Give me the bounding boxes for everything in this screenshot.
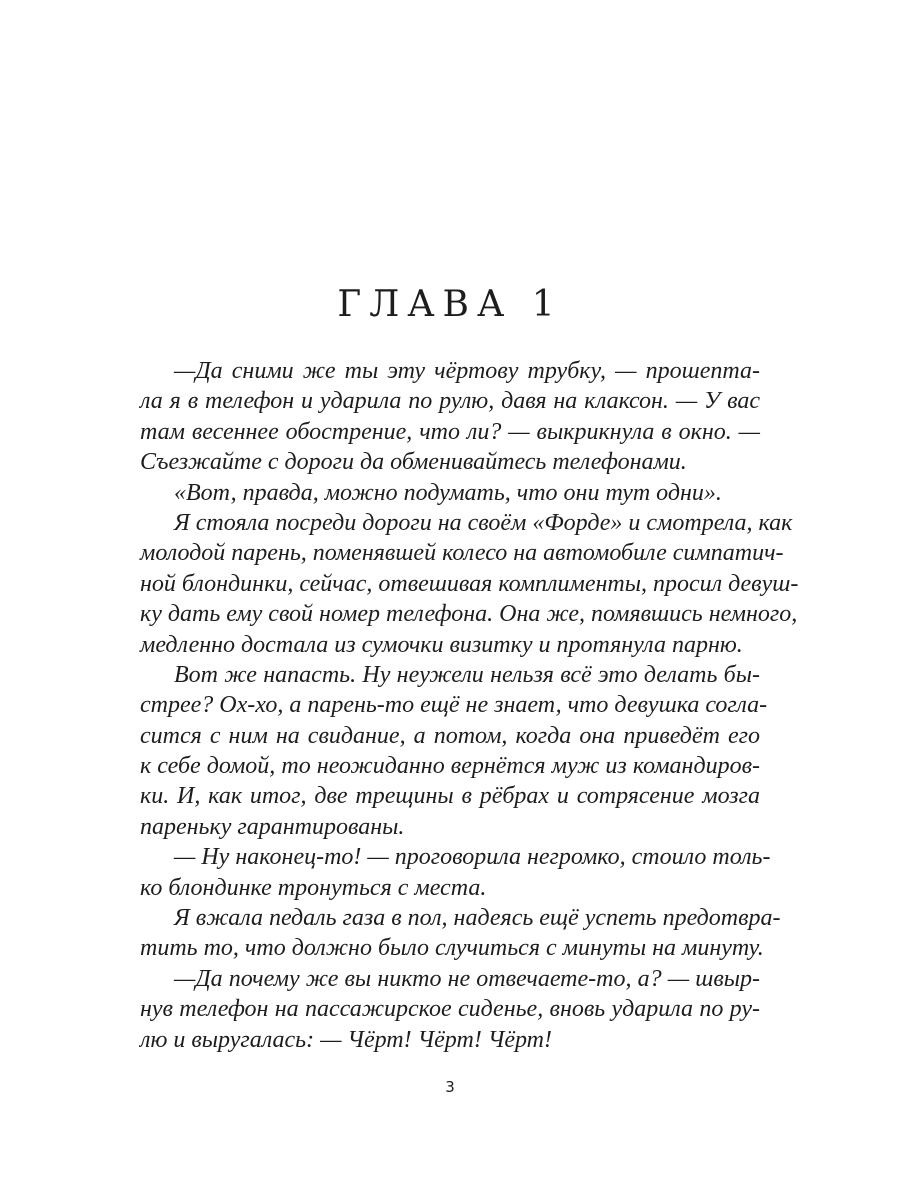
text-line: лю и выругалась: — Чёрт! Чёрт! Чёрт! — [140, 1026, 553, 1053]
text-line: «Вот, правда, можно подумать, что они тут одни». — [174, 479, 722, 506]
text-line: там весеннее обострение, что ли? — выкрикнула в окно. — — [140, 418, 760, 445]
text-line: —Да почему же вы никто не отвечаете-то, а? — швыр- — [174, 965, 760, 992]
text-line: ла я в телефон и ударила по рулю, давя на клаксон. — У вас — [140, 388, 760, 415]
text-line: медленно достала из сумочки визитку и протянула парню. — [140, 631, 743, 658]
page-number: 3 — [445, 1078, 455, 1096]
text-line: сится с ним на свидание, а потом, когда она приведёт его — [140, 722, 760, 749]
text-line: Вот же напасть. Ну неужели нельзя всё это делать бы- — [174, 661, 760, 688]
text-line: молодой парень, поменявшей колесо на автомобиле симпатич- — [140, 540, 784, 567]
text-line: тить то, что должно было случиться с минуты на минуту. — [140, 935, 764, 962]
text-line: ной блондинки, сейчас, отвешивая комплименты, просил девуш- — [140, 570, 799, 597]
text-line: ку дать ему свой номер телефона. Она же, помявшись немного, — [140, 601, 798, 628]
text-line: Я стояла посреди дороги на своём «Форде» и смотрела, как — [174, 509, 793, 536]
text-line: Съезжайте с дороги да обменивайтесь телефонами. — [140, 449, 687, 476]
chapter-body — [140, 356, 799, 1055]
text-line: ки. И, как итог, две трещины в рёбрах и сотрясение мозга — [140, 783, 760, 810]
text-line: стрее? Ох-хо, а парень-то ещё не знает, что девушка согла- — [140, 692, 768, 719]
text-line: ко блондинке тронуться с места. — [140, 874, 487, 901]
text-line: Я вжала педаль газа в пол, надеясь ещё успеть предотвра- — [174, 905, 781, 932]
text-line: к себе домой, то неожиданно вернётся муж из командиров- — [140, 753, 760, 780]
text-line: пареньку гарантированы. — [140, 813, 405, 840]
text-line: нув телефон на пассажирское сиденье, вновь ударила по ру- — [140, 996, 760, 1023]
text-line: —Да сними же ты эту чёртову трубку, — прошепта- — [174, 358, 760, 384]
text-line: — Ну наконец-то! — проговорила негромко, стоило толь- — [174, 844, 771, 871]
chapter-title: ГЛАВА 1 — [337, 284, 563, 325]
